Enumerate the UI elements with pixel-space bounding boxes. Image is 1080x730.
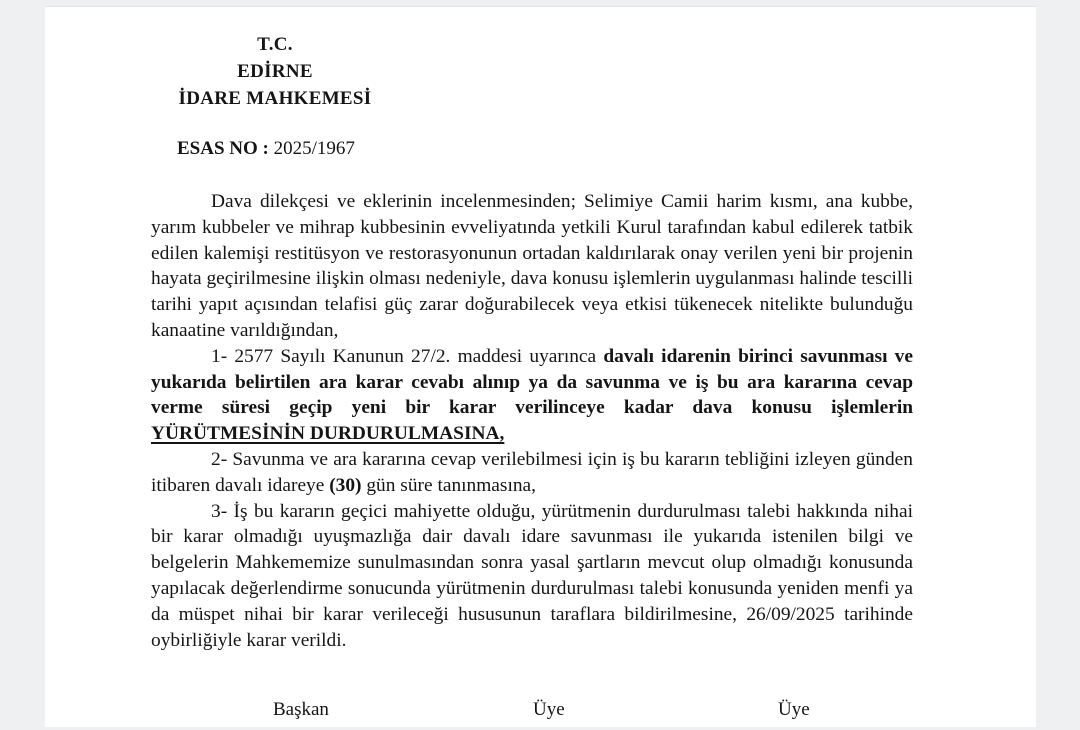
ruling-3-text: 3- İş bu kararın geçici mahiyette olduğu, yürütmenin durdurulması talebi hakkında nihai bir karar olmadığı uyuşmazlığa dair davalı idare savunması ile yukarıda istenilen bilgi ve belgelerin Mahkememize sunulmasından sonra yasal şartların mevcut olup olmadığı konusunda yapılacak değerlendirme sonucunda yürütmenin durdurulması talebi konusunda yeniden menfi ya da müspet nihai bir karar verileceği hususunun taraflara bildirilmesine, 26/09/2025 tarihinde oybirliğiyle karar verildi. xyxy=(151,500,913,651)
ruling-1-emphasis: YÜRÜTMESİNİN DURDURULMASINA, xyxy=(151,423,505,445)
signature-president: Başkan xyxy=(273,699,329,720)
court-header xyxy=(175,31,375,112)
ruling-2-tail: gün süre tanınmasına, xyxy=(361,474,536,496)
case-number-label: ESAS NO xyxy=(177,138,258,159)
signature-member-2: Üye xyxy=(778,699,810,720)
paragraph-ruling-3 xyxy=(151,499,913,654)
paragraph-ruling-1 xyxy=(151,344,913,447)
case-number-line xyxy=(177,138,355,160)
case-number-value: 2025/1967 xyxy=(273,138,355,159)
court-city: EDİRNE xyxy=(237,61,313,82)
paragraph-facts xyxy=(151,189,913,344)
ruling-1-bold: davalı idarenin birinci savunması ve yukarıda belirtilen ara karar cevabı alınıp ya da savunma ve iş bu ara kararına cevap verme süresi geçip yeni bir karar verilinceye kadar dava konusu işlemlerin xyxy=(151,345,913,419)
ruling-2-days: (30) xyxy=(329,474,362,496)
court-name: İDARE MAHKEMESİ xyxy=(178,88,372,109)
ruling-1-intro: 1- 2577 Sayılı Kanunun 27/2. maddesi uyarınca xyxy=(211,345,604,367)
republic-title: T.C. xyxy=(257,34,293,55)
ruling-2-intro: 2- Savunma ve ara kararına cevap verilebilmesi için iş bu kararın tebliğini izleyen günden itibaren davalı idareye xyxy=(151,448,913,496)
paragraph-ruling-2 xyxy=(151,447,913,499)
paragraph-facts-text: Dava dilekçesi ve eklerinin incelenmesinden; Selimiye Camii harim kısmı, ana kubbe, yarım kubbeler ve mihrap kubbesinin evveliyatında yetkili Kurul tarafından kabul edilerek tatbik edilen kalemişi restitüsyon ve restorasyonunun ortadan kaldırılarak onay verilen yeni bir projenin hayata geçirilmesine ilişkin olması nedeniyle, dava konusu işlemlerin uygulanması halinde tescilli tarihi yapıt açısından telafisi güç zarar doğurabilecek veya etkisi tükenecek nitelikte bulunduğu kanaatine varıldığından, xyxy=(151,191,913,341)
court-decision-page xyxy=(45,6,1036,727)
case-number-separator: : xyxy=(262,138,269,159)
decision-body xyxy=(151,189,913,653)
signature-member-1: Üye xyxy=(533,699,565,720)
